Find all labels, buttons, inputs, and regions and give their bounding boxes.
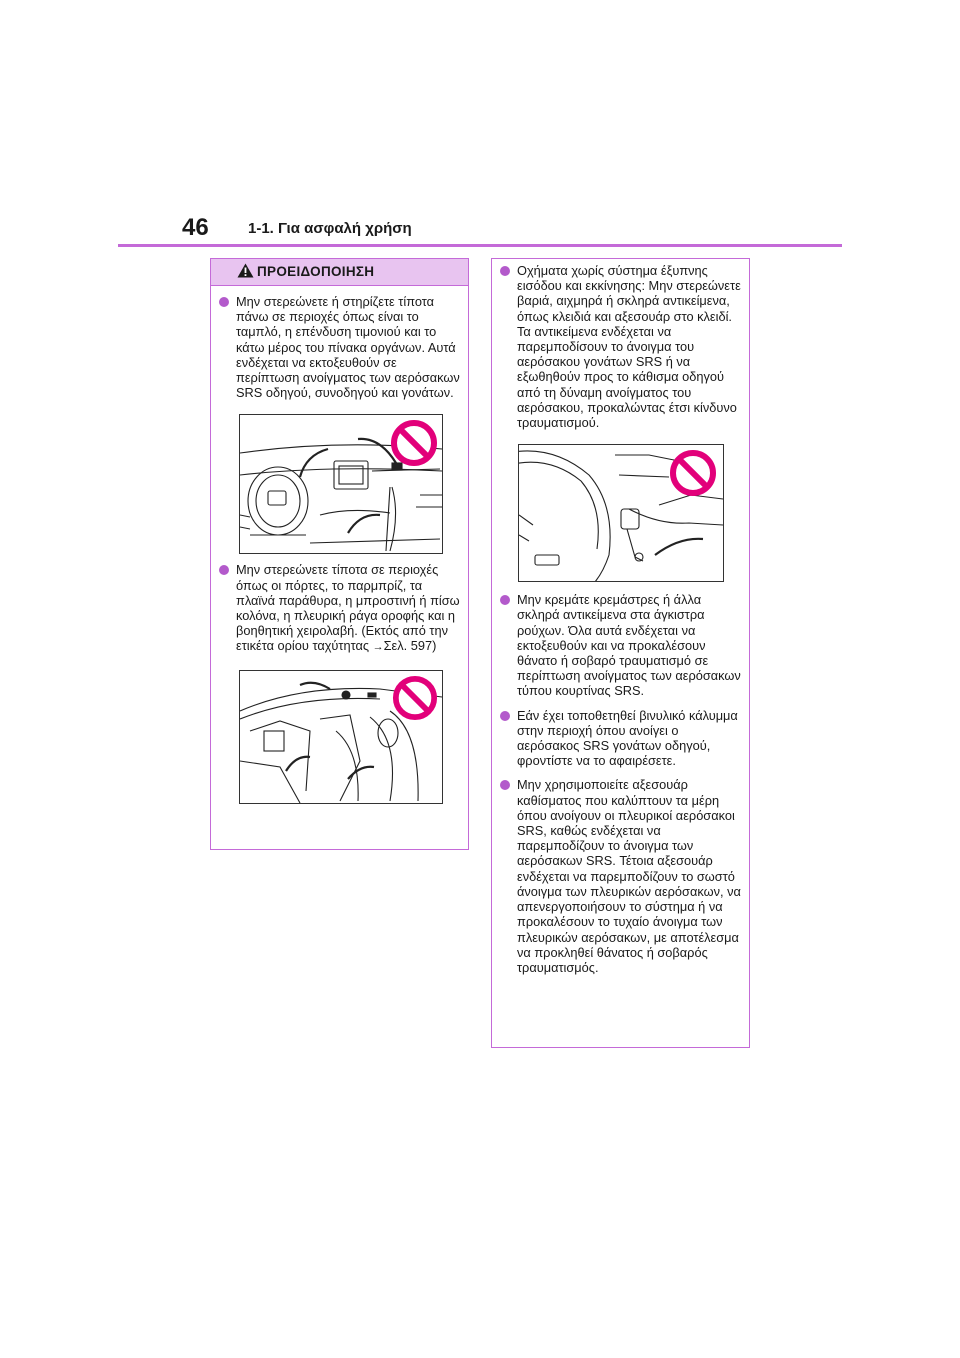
list-item bbox=[500, 708, 743, 769]
item-text: Οχήματα χωρίς σύστημα έξυπνης εισόδου και εκκίνησης: Μην στερεώνετε βαριά, αιχμηρά ή σκληρά αντικείμενα, όπως κλειδιά και αξεσουάρ στο κλειδί. Τα αντικείμενα ενδέχεται να παρεμποδίσουν το άνοιγμα του αερόσακου γονάτων SRS ή να εξωθηθούν προς το κάθισμα οδηγού από τη δύναμη ανοίγματος του αερόσακου, προκαλώντας έτσι κίνδυνο τραυματισμού. bbox=[517, 263, 741, 431]
warning-box bbox=[210, 258, 469, 850]
bullet-icon bbox=[219, 297, 229, 307]
list-item bbox=[500, 592, 743, 698]
bullet-icon bbox=[219, 565, 229, 575]
header-rule bbox=[118, 244, 842, 247]
warning-header bbox=[211, 259, 468, 286]
page-reference-link[interactable]: Σελ. 597) bbox=[383, 638, 437, 654]
list-item bbox=[500, 263, 743, 430]
bullet-icon bbox=[500, 780, 510, 790]
prohibition-icon bbox=[390, 419, 438, 467]
prohibition-icon bbox=[392, 675, 438, 721]
item-text: Μην κρεμάτε κρεμάστρες ή άλλα σκληρά αντικείμενα στα άγκιστρα ρούχων. Όλα αυτά ενδέχεται να εκτοξευθούν και να προκαλέσουν θάνατο ή σοβαρό τραυματισμό σε περίπτωση ανοίγματος των αερόσακων τύπου κουρτίνας SRS. bbox=[517, 592, 741, 699]
interior-illustration bbox=[239, 670, 443, 804]
bullet-icon bbox=[500, 711, 510, 721]
warning-triangle-icon bbox=[237, 263, 254, 283]
item-text: Μην χρησιμοποιείτε αξεσουάρ καθίσματος που καλύπτουν τα μέρη όπου ανοίγουν οι πλευρικοί αερόσακοι SRS, καθώς ενδέχεται να παρεμποδίζουν το άνοιγμα των αερόσακων SRS. Τέτοια αξεσουάρ ενδέχεται να παρεμποδίζουν το σωστό άνοιγμα των πλευρικών αερόσακων, να απενεργοποιήσουν το σύστημα ή να προκαλέσουν το τυχαίο άνοιγμα των πλευρικών αερόσακων, με αποτέλεσμα να προκληθεί θάνατος ή σοβαρός τραυματισμός. bbox=[517, 777, 741, 975]
prohibition-icon bbox=[669, 449, 717, 497]
key-knee-airbag-illustration bbox=[518, 444, 724, 582]
warning-box-continued bbox=[491, 258, 750, 1048]
page-header bbox=[182, 214, 842, 248]
item-text: Εάν έχει τοποθετηθεί βινυλικό κάλυμμα στην περιοχή όπου ανοίγει ο αερόσακος SRS γονάτων οδηγού, φροντίστε να το αφαιρέσετε. bbox=[517, 707, 738, 769]
list-item bbox=[219, 294, 462, 400]
page-number: 46 bbox=[182, 214, 209, 241]
warning-title: ΠΡΟΕΙΔΟΠΟΙΗΣΗ bbox=[257, 264, 375, 279]
item-text: Μην στερεώνετε τίποτα σε περιοχές όπως οι πόρτες, το παρμπρίζ, τα πλαϊνά παράθυρα, η μπροστινή ή πίσω κολόνα, η πλευρική ράγα οροφής και η βοηθητική χειρολαβή. (Εκτός από την ετικέτα ορίου ταχύτητας bbox=[236, 562, 460, 654]
arrow-icon: → bbox=[372, 641, 384, 654]
bullet-icon bbox=[500, 266, 510, 276]
list-item bbox=[500, 777, 743, 975]
dashboard-illustration bbox=[239, 414, 443, 554]
item-text: Μην στερεώνετε ή στηρίζετε τίποτα πάνω σε περιοχές όπως είναι το ταμπλό, η επένδυση τιμονιού και το κάτω μέρος του πίνακα οργάνων. Αυτά ενδέχεται να εκτοξευθούν σε περίπτωση ανοίγματος των αερόσακων SRS οδηγού, συνοδηγού και γονάτων. bbox=[236, 294, 460, 401]
section-title: 1-1. Για ασφαλή χρήση bbox=[248, 220, 412, 237]
list-item bbox=[219, 562, 462, 655]
bullet-icon bbox=[500, 595, 510, 605]
